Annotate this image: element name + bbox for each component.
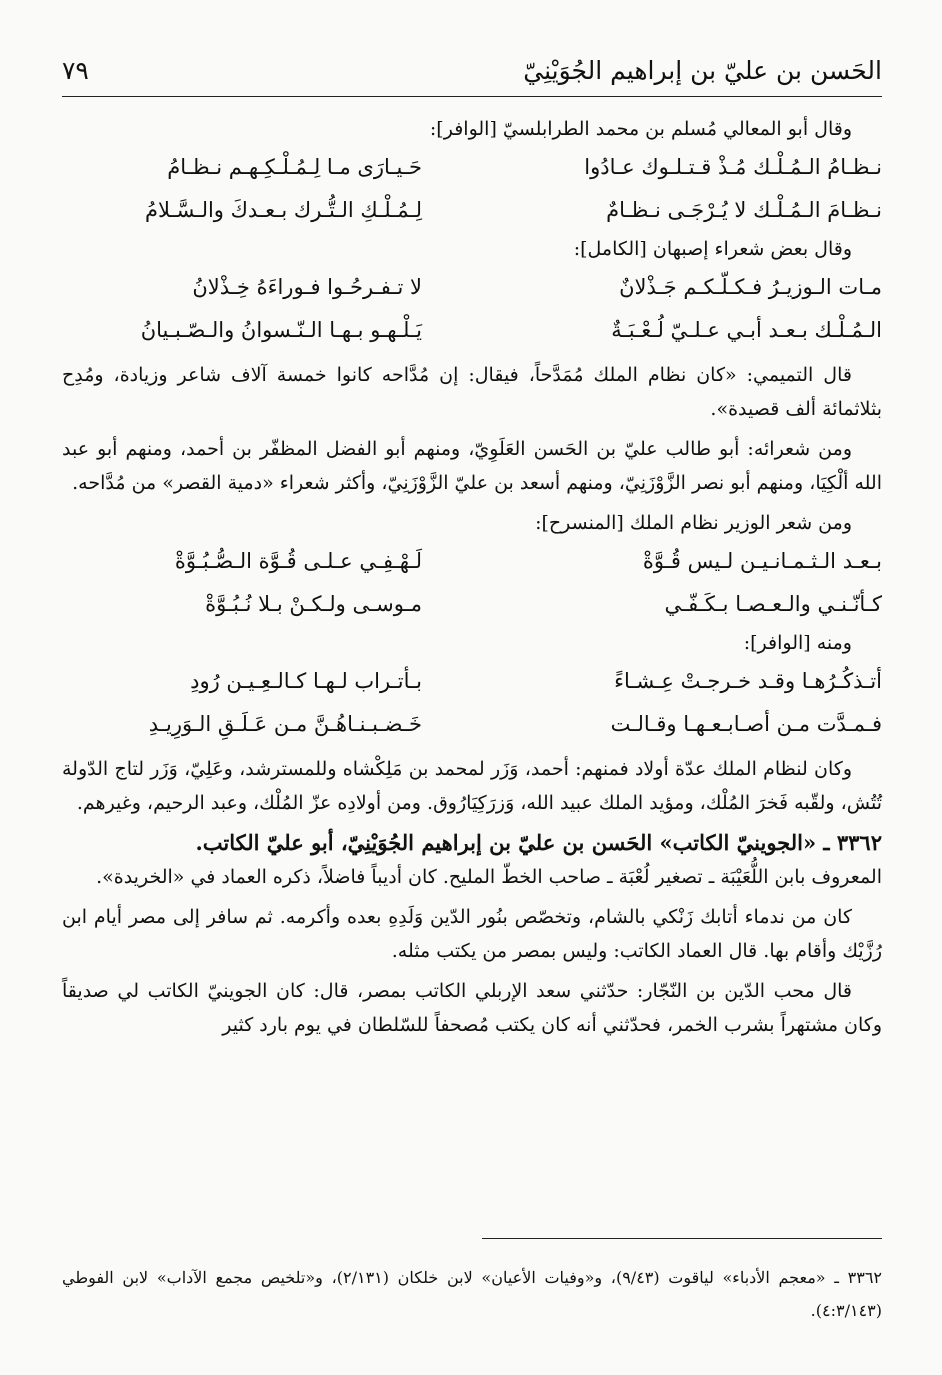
paragraph-children: وكان لنظام الملك عدّة أولاد فمنهم: أحمد، وَزَر لمحمد بن مَلِكْشاه وللمسترشد، وعَلِيّ، وَزَر لتاج الدّولة تُتُش، ولقّبه فَخرَ المُلْك، ومؤيد الملك عبيد الله، وَزرَكِيَارُوق. ومن أولادِه عزّ المُلْك، وعبد الرحيم، وغيرهم. — [62, 758, 882, 814]
verse-hemistich-first: الـمُـلْـك بـعـد أبـي عـلـيّ لُـعْـبَـةٌ — [611, 318, 882, 342]
paragraph-intro-verse-4: ومنه [الوافر]: — [743, 632, 852, 654]
verse-line-7 — [62, 660, 882, 703]
page-body — [62, 112, 882, 1042]
verse-line-8 — [62, 703, 882, 746]
verse-hemistich-second: خَـضـبـنـاهُـنَّ مـن عَـلَـقِ الـوَرِيـدِ — [148, 712, 422, 736]
verse-line-3 — [62, 266, 882, 309]
page-number: ٧٩ — [62, 56, 89, 85]
verse-hemistich-first: نـظـامَ الـمُـلْـك لا يُـرْجَـى نـظـامٌ — [606, 198, 882, 222]
header-title: الحَسن بن عليّ بن إبراهيم الجُوَيْنِيّ — [523, 56, 882, 85]
verse-line-5 — [62, 540, 882, 583]
paragraph-entry-biography: كان من ندماء أتابك زَنْكي بالشام، وتخصّص بنُور الدّين وَلَدِهِ بعده وأكرمه. ثم سافر إلى مصر أيام ابن رُزَّيْك وأقام بها. قال العماد الكاتب: وليس بمصر من يكتب مثله. — [62, 906, 882, 962]
paragraph-poets: ومن شعرائه: أبو طالب عليّ بن الحَسن العَلَوِيّ، ومنهم أبو الفضل المظفّر بن أحمد، ومنهم أبو عبد الله ألْكِيَا، ومنهم أبو نصر الزَّوْزَنِيّ، ومنهم أسعد بن عليّ الزَّوْزَنِيّ، وأكثر شعراء «دمية القصر» من مُدَّاحه. — [62, 438, 882, 494]
verse-hemistich-second: مـوسـى ولـكـنْ بـلا نُـبُـوَّةْ — [205, 592, 422, 616]
verse-line-2 — [62, 189, 882, 232]
paragraph-entry-intro: المعروف بابن اللُّعَيْبَة ـ تصغير لُعْبَة ـ صاحب الخطّ المليح. كان أديباً فاضلاً، ذكره العماد في «الخريدة». — [96, 866, 882, 888]
verse-line-1 — [62, 146, 882, 189]
entry-heading: ٣٣٦٢ ـ «الجوينيّ الكاتب» الحَسن بن عليّ بن إبراهيم الجُوَيْنِيّ، أبو عليّ الكاتب. — [195, 830, 882, 855]
verse-hemistich-first: بـعـد الـثـمـانـيـن لـيس قُـوَّةْ — [642, 549, 882, 573]
verse-hemistich-second: لِـمُـلْـكِ الـتُّـرك بـعـدكَ والـسَّـلامُ — [145, 198, 422, 222]
verse-line-4 — [62, 309, 882, 352]
paragraph-intro-verse-1: وقال أبو المعالي مُسلم بن محمد الطرابلسيّ [الوافر]: — [429, 118, 852, 140]
verse-hemistich-second: لا تـفـرحُـوا فـوراءَهُ خِـذْلانُ — [192, 275, 422, 299]
verse-hemistich-first: مـات الـوزيـرُ فـكـلّـكـم جَـذْلانٌ — [619, 275, 882, 299]
verse-hemistich-second: حَـيـارَى مـا لِـمُـلْـكِـهـم نـظـامُ — [167, 155, 422, 179]
verse-hemistich-second: لَـهْـفِـي عـلـى قُـوَّة الـصُّـبُـوَّةْ — [174, 549, 422, 573]
footnote-rule — [482, 1238, 882, 1239]
verse-hemistich-first: نـظـامُ الـمُـلْـك مُـذْ قـتـلـوك عـادُوا — [584, 155, 882, 179]
footnote: ٣٣٦٢ ـ «معجم الأدباء» لياقوت (٩/٤٣)، و«وفيات الأعيان» لابن خلكان (٢/١٣١)، و«تلخيص مجمع الآداب» لابن الفوطي (٤:٣/١٤٣). — [62, 1268, 883, 1320]
verse-hemistich-first: فـمـدَّت مـن أصـابـعـهـا وقـالـت — [610, 712, 882, 736]
paragraph-entry-anecdote: قال محب الدّين بن النّجّار: حدّثني سعد الإربلي الكاتب بمصر، قال: كان الجوينيّ الكاتب لي صديقاً وكان مشتهراً بشرب الخمر، فحدّثني أنه كان يكتب مُصحفاً للسّلطان في يوم بارد كثير — [62, 980, 882, 1036]
verse-hemistich-first: كـأنّـنـي والـعـصـا بـكَـفّـي — [664, 592, 882, 616]
paragraph-tamimi: قال التميمي: «كان نظام الملك مُمَدَّحاً، فيقال: إن مُدَّاحه كانوا خمسة آلاف شاعر وزيادة، ومُدِح بثلاثمائة ألف قصيدة». — [62, 364, 882, 420]
verse-hemistich-first: أتـذكُـرُهـا وقـد خـرجـتْ عِـشـاءً — [614, 669, 882, 693]
verse-hemistich-second: يَـلْـهـو بـهـا الـنّـسوانُ والـصّـبـيانُ — [140, 318, 422, 342]
verse-line-6 — [62, 583, 882, 626]
paragraph-intro-verse-2: وقال بعض شعراء إصبهان [الكامل]: — [573, 238, 852, 260]
running-header — [62, 52, 882, 97]
paragraph-intro-verse-3: ومن شعر الوزير نظام الملك [المنسرح]: — [535, 512, 852, 534]
verse-hemistich-second: بـأتـراب لـهـا كـالـعِـيـن رُودِ — [190, 669, 422, 693]
